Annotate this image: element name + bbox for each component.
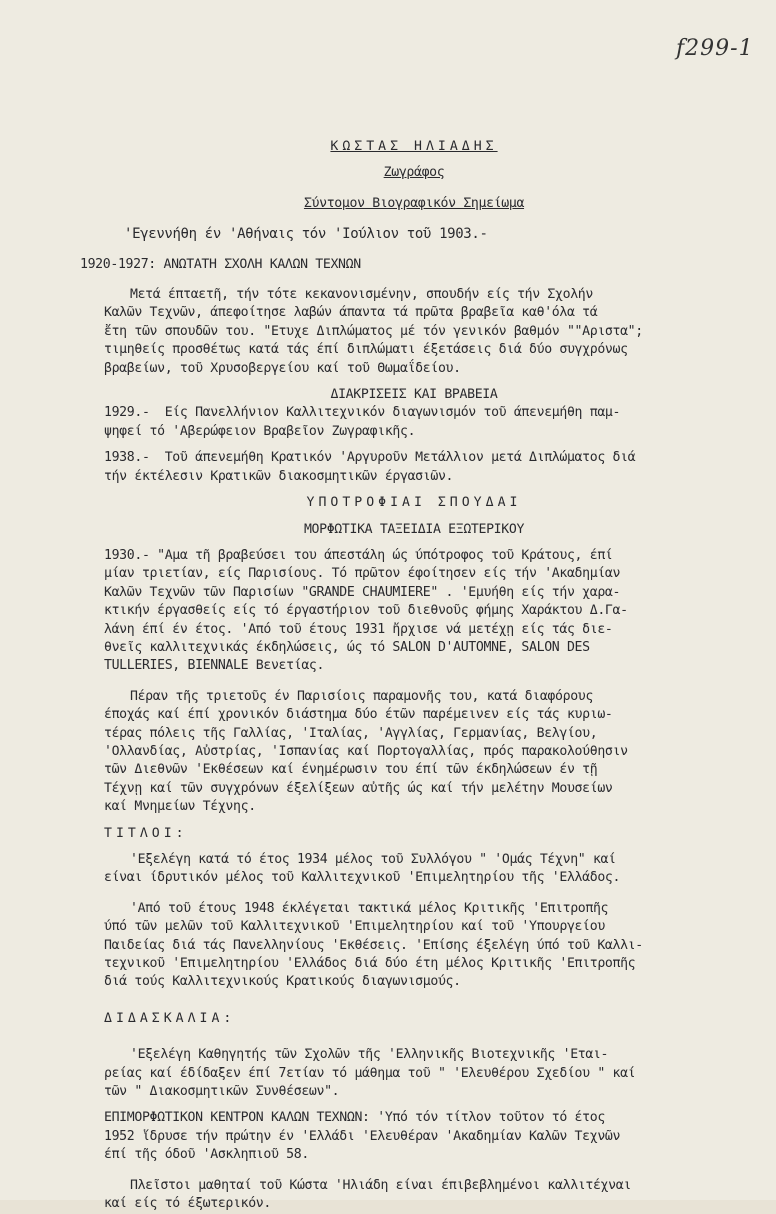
education-heading: 1920-1927: ΑΝΩΤΑΤΗ ΣΧΟΛΗ ΚΑΛΩΝ ΤΕΧΝΩΝ: [80, 256, 361, 272]
text-line: Παιδείας διά τάς Πανελληνίους 'Εκθέσεις. 'Επίσης έξελέγη ύπό τοῦ Καλλι-: [104, 937, 643, 953]
text-line: τιμηθείς προσθέτως κατά τάς έπί διπλώματι έξετάσεις διά δύο συγχρόνως: [104, 342, 628, 358]
artist-name: ΚΩΣΤΑΣ ΗΛΙΑΔΗΣ: [330, 139, 498, 154]
text-line: 'Ολλανδίας, Αὐστρίας, 'Ισπανίας καί Πορτογαλλίας, πρός παρακολούθησιν: [104, 743, 628, 759]
education-paragraph: [104, 286, 724, 378]
teaching-paragraph-2: [104, 1109, 724, 1164]
text-line: 1930.- "Αμα τῆ βραβεύσει του άπεστάλη ώς ύπότροφος τοῦ Κράτους, έπί: [104, 547, 613, 563]
text-line: βραβείων, τοῦ Χρυσοβεργείου καί τοῦ Θωμαΐδείου.: [104, 360, 461, 376]
text-line: ύπό τῶν μελῶν τοῦ Καλλιτεχνικοῦ 'Επιμελητηρίου καί τοῦ 'Υπουργείου: [104, 919, 605, 935]
scholarship-heading: ΥΠΟΤΡΟΦΙΑΙ ΣΠΟΥΔΑΙ: [306, 495, 522, 511]
text-line: κτικήν έργασθείς είς τό έργαστήριον τοῦ διεθνοῦς φήμης Χαράκτου Δ.Γα-: [104, 603, 628, 619]
text-line: τέρας πόλεις τῆς Γαλλίας, 'Ιταλίας, 'Αγγλίας, Γερμανίας, Βελγίου,: [104, 725, 598, 741]
text-line: Μετά έπταετῆ, τήν τότε κεκανονισμένην, σπουδήν είς τήν Σχολήν: [130, 287, 593, 303]
text-line: Καλῶν Τεχνῶν τῶν Παρισίων "GRANDE CHAUMIERE" . 'Εμυήθη είς τήν χαρα-: [104, 584, 621, 600]
text-line: τῶν Διεθνῶν 'Εκθέσεων καί ένημέρωσιν του έπί τῶν έκδηλώσεων έν τῇ: [104, 762, 598, 778]
teaching-paragraph-3: [104, 1177, 724, 1214]
text-line: τήν έκτέλεσιν Κρατικῶν διακοσμητικῶν έργασιῶν.: [104, 468, 454, 484]
text-line: μίαν τριετίαν, είς Παρισίους. Τό πρῶτον έφοίτησεν είς τήν 'Ακαδημίαν: [104, 566, 621, 582]
document-subtitle: Σύντομον Βιογραφικόν Σημείωμα: [303, 195, 525, 211]
text-line: καί είς τό έξωτερικόν.: [104, 1196, 271, 1212]
birth-line: 'Εγεννήθη έν 'Αθήναις τόν 'Ιούλιον τοῦ 1903.-: [124, 226, 488, 243]
text-line: έποχάς καί έπί χρονικόν διάστημα δύο έτῶν παρέμεινεν είς τάς κυριω-: [104, 707, 613, 723]
biography-text: [80, 138, 724, 1214]
text-line: 1938.- Τοῦ άπενεμήθη Κρατικόν 'Αργυροῦν Μετάλλιον μετά Διπλώματος διά: [104, 450, 636, 466]
text-line: ψηφεί τό 'Αβερώφειον Βραβεῖον Ζωγραφικῆς.: [104, 423, 416, 439]
handwritten-annotation: f299-1: [676, 36, 754, 61]
text-line: 'Εξελέγη κατά τό έτος 1934 μέλος τοῦ Συλλόγου " 'Ομάς Τέχνη" καί: [130, 852, 616, 867]
titles-paragraph-2: [104, 900, 724, 992]
scholarship-paragraph-2: [104, 688, 724, 817]
text-line: ἔτη τῶν σπουδῶν του. "Ετυχε Διπλώματος μέ τόν γενικόν βαθμόν ""Αριστα";: [104, 323, 643, 339]
text-line: διά τούς Καλλιτεχνικούς Κρατικούς διαγωνισμούς.: [104, 974, 461, 990]
text-line: 'Εξελέγη Καθηγητής τῶν Σχολῶν τῆς 'Ελληνικῆς Βιοτεχνικῆς 'Εται-: [130, 1047, 609, 1063]
teaching-heading: ΔΙΔΑΣΚΑΛΙΑ:: [104, 1010, 236, 1026]
text-line: ΕΠΙΜΟΡΦΩΤΙΚΟΝ ΚΕΝΤΡΟΝ ΚΑΛΩΝ ΤΕΧΝΩΝ: 'Υπό τόν τίτλον τοῦτον τό έτος: [104, 1110, 605, 1126]
text-line: καί Μνημείων Τέχνης.: [104, 799, 256, 815]
titles-heading: ΤΙΤΛΟΙ:: [104, 825, 188, 841]
text-line: λάνη έπί έν έτος. 'Από τοῦ έτους 1931 ἤρχισε νά μετέχῃ είς τάς διε-: [104, 621, 613, 637]
scholarship-paragraph-1: [104, 547, 724, 676]
text-line: είναι ίδρυτικόν μέλος τοῦ Καλλιτεχνικοῦ 'Επιμελητηρίου τῆς 'Ελλάδος.: [104, 870, 621, 886]
text-line: Καλῶν Τεχνῶν, άπεφοίτησε λαβών άπαντα τά πρῶτα βραβεῖα καθ'όλα τά: [104, 305, 598, 321]
text-line: Πλεῖστοι μαθηταί τοῦ Κώστα 'Ηλιάδη είναι έπιβεβλημένοι καλλιτέχναι: [130, 1177, 631, 1193]
text-line: τεχνικοῦ 'Επιμελητηρίου 'Ελλάδος διά δύο έτη μέλος Κριτικῆς 'Επιτροπῆς: [104, 956, 636, 972]
text-line: 'Από τοῦ έτους 1948 έκλέγεται τακτικά μέλος Κριτικῆς 'Επιτροπῆς: [130, 900, 609, 916]
artist-profession: Ζωγράφος: [383, 165, 445, 181]
teaching-paragraph-1: [104, 1046, 724, 1101]
titles-paragraph-1: [104, 851, 724, 888]
text-line: έπί τῆς όδοῦ 'Ασκληπιοῦ 58.: [104, 1147, 309, 1163]
text-line: θνεῖς καλλιτεχνικάς έκδηλώσεις, ώς τό SALON D'AUTOMNE, SALON DES: [104, 639, 590, 655]
awards-heading: ΔΙΑΚΡΙΣΕΙΣ ΚΑΙ ΒΡΑΒΕΙΑ: [330, 387, 498, 403]
text-line: 1952 ἵδρυσε τήν πρώτην έν 'Ελλάδι 'Ελευθέραν 'Ακαδημίαν Καλῶν Τεχνῶν: [104, 1128, 621, 1144]
text-line: τῶν " Διακοσμητικῶν Συνθέσεων".: [104, 1084, 340, 1100]
text-line: Πέραν τῆς τριετοῦς έν Παρισίοις παραμονῆς του, κατά διαφόρους: [130, 688, 593, 704]
text-line: 1929.- Είς Πανελλήνιον Καλλιτεχνικόν διαγωνισμόν τοῦ άπενεμήθη παμ-: [104, 405, 621, 421]
text-line: Τέχνῃ καί τῶν συγχρόνων έξελίξεων αὐτῆς ώς καί τήν μελέτην Μουσείων: [104, 780, 613, 796]
scholarship-subheading: ΜΟΡΦΩΤΙΚΑ ΤΑΞΕΙΔΙΑ ΕΞΩΤΕΡΙΚΟΥ: [303, 521, 525, 537]
text-line: ρείας καί έδίδαξεν έπί 7ετίαν τό μάθημα τοῦ " 'Ελευθέρου Σχεδίου " καί: [104, 1065, 636, 1081]
text-line: TULLERIES, BIENNALE Βενετίας.: [104, 658, 325, 674]
